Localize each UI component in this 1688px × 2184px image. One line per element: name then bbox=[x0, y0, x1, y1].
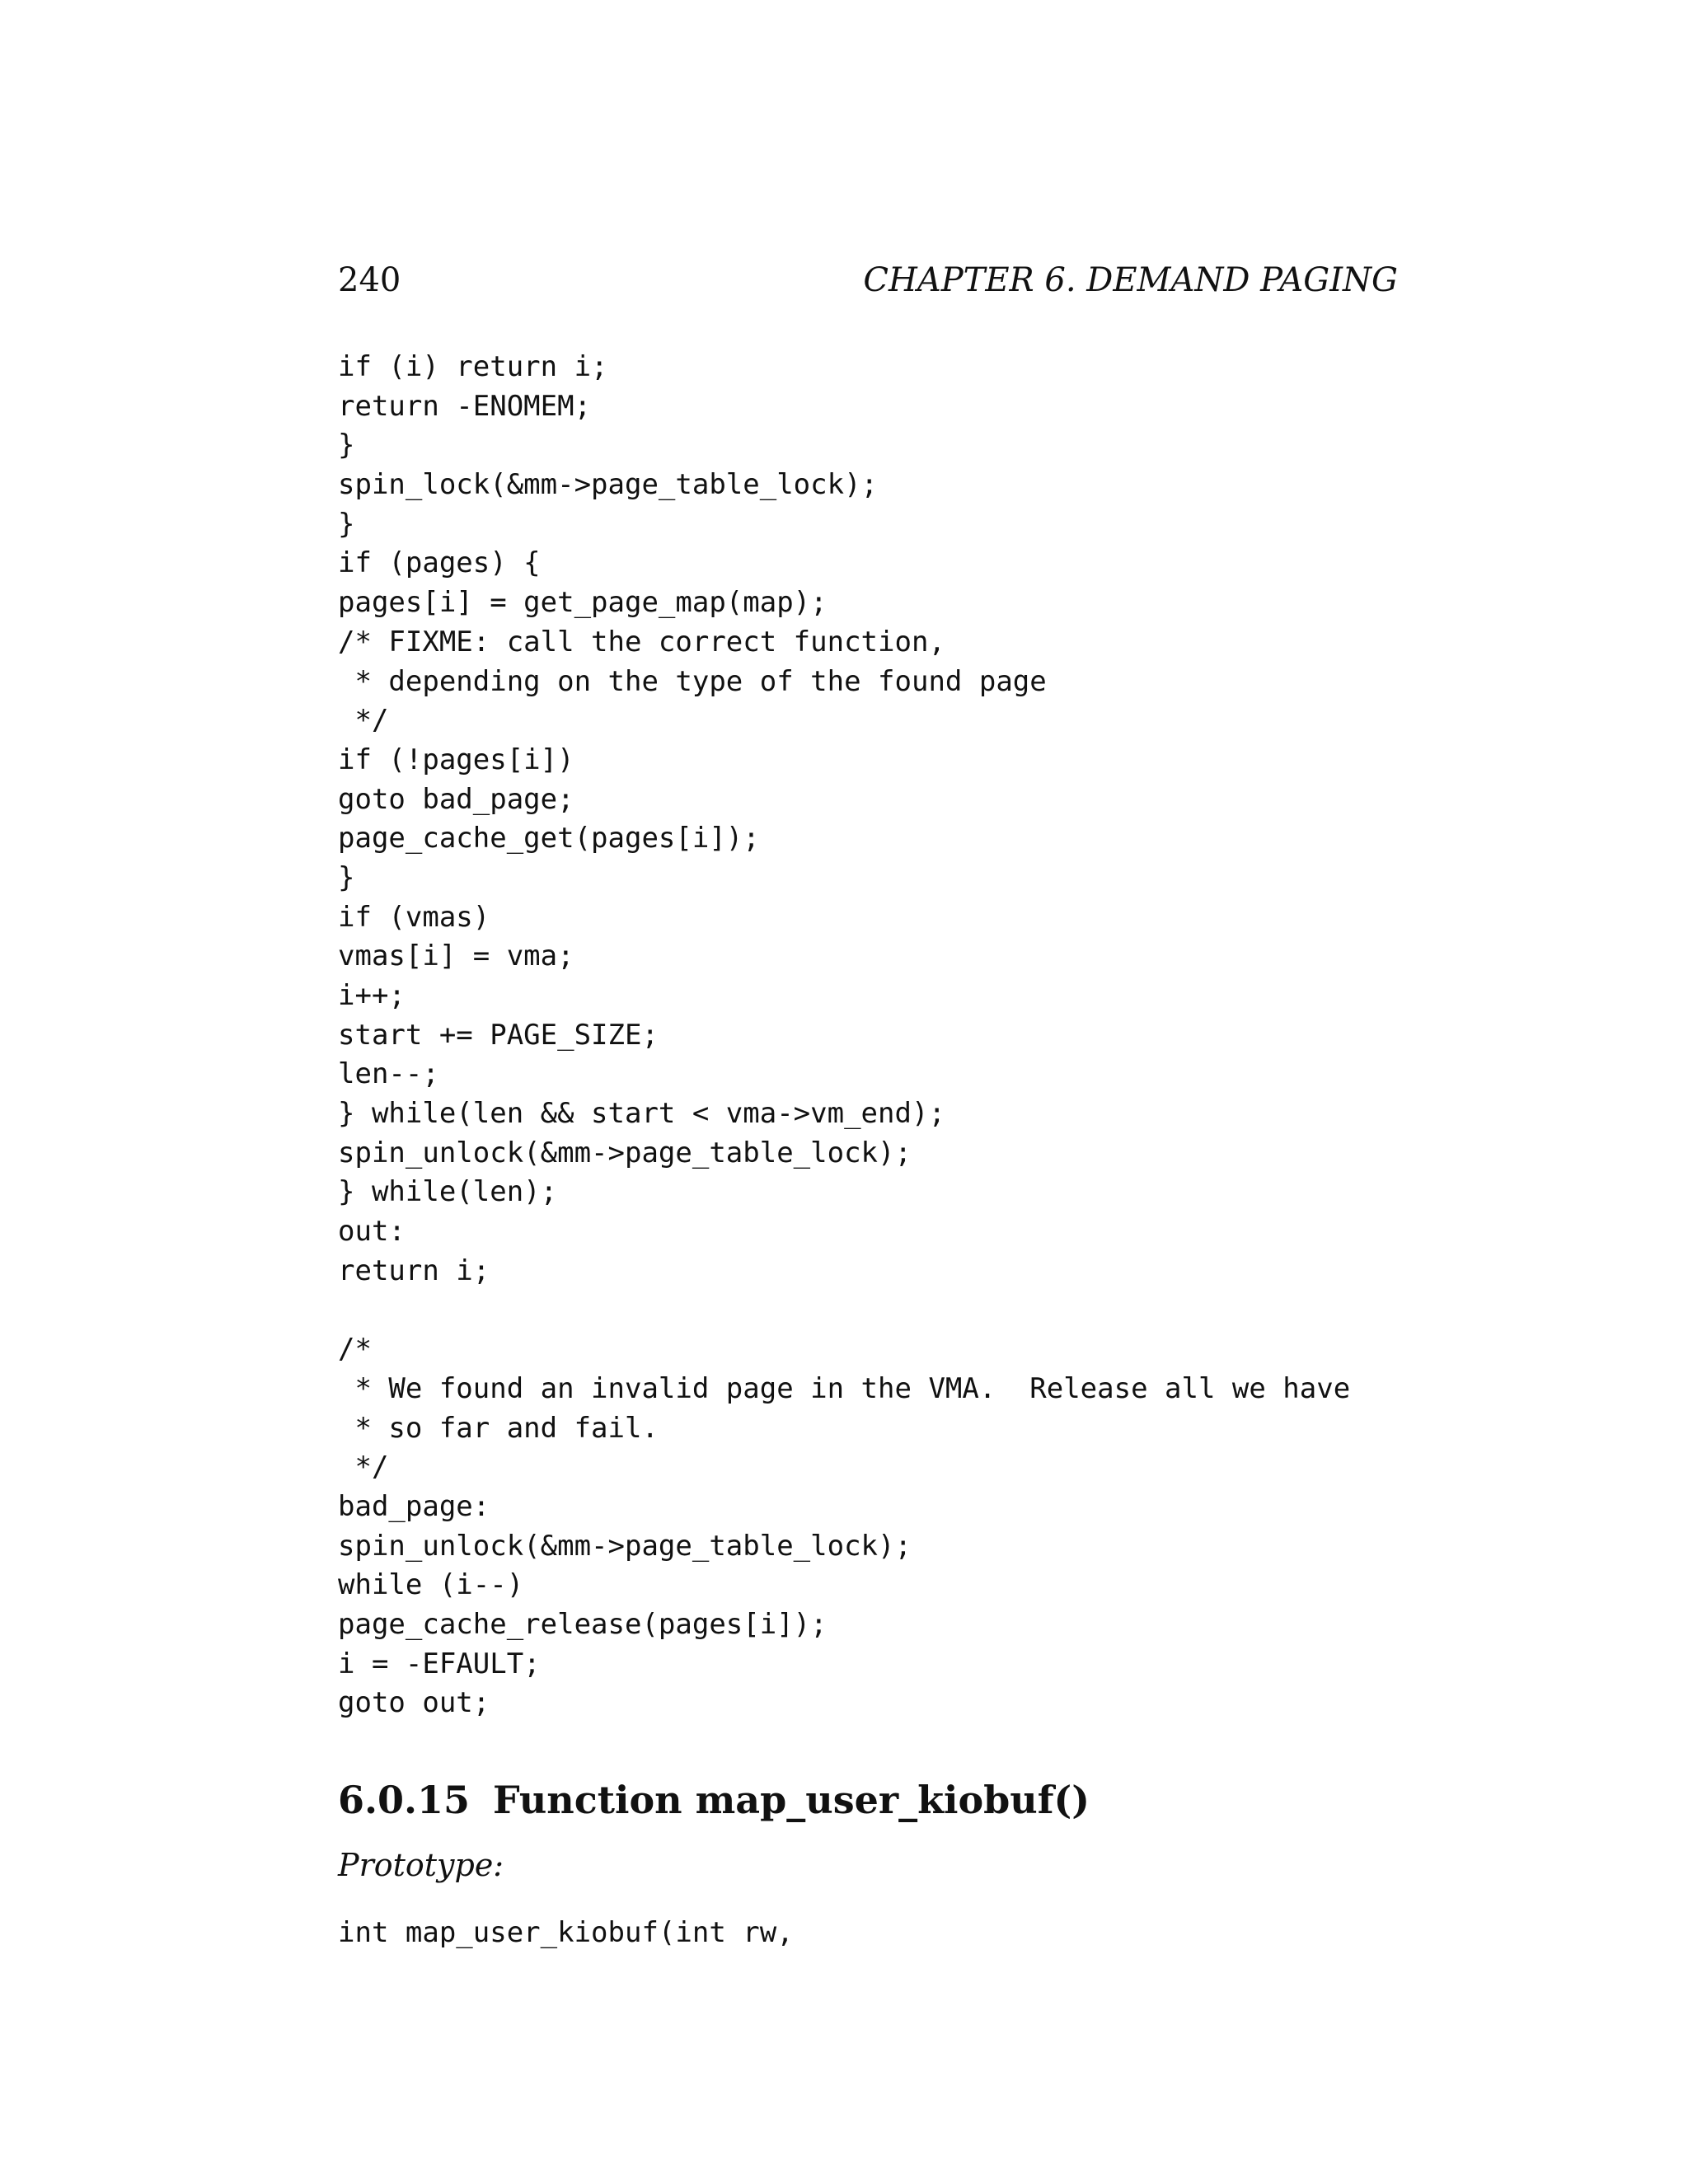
code-line: } bbox=[338, 507, 355, 541]
code-line: * so far and fail. bbox=[338, 1411, 659, 1445]
running-head: CHAPTER 6. DEMAND PAGING bbox=[863, 261, 1398, 299]
code-line: } while(len); bbox=[338, 1175, 558, 1209]
code-line: * We found an invalid page in the VMA. Release all we have bbox=[338, 1371, 1351, 1405]
code-line: if (pages) { bbox=[338, 546, 541, 580]
code-line: goto bad_page; bbox=[338, 782, 574, 816]
page-header bbox=[338, 257, 1398, 303]
code-line: spin_unlock(&mm->page_table_lock); bbox=[338, 1136, 912, 1169]
code-line: /* FIXME: call the correct function, bbox=[338, 625, 945, 658]
code-line: page_cache_get(pages[i]); bbox=[338, 822, 760, 855]
code-line: vmas[i] = vma; bbox=[338, 940, 574, 973]
code-line: out: bbox=[338, 1215, 406, 1249]
code-line: */ bbox=[338, 704, 389, 738]
code-line bbox=[338, 1291, 1350, 1331]
code-line: if (vmas) bbox=[338, 900, 490, 934]
code-line: if (!pages[i]) bbox=[338, 743, 574, 776]
prototype-label: Prototype: bbox=[338, 1847, 504, 1883]
prototype-code bbox=[338, 1914, 794, 1953]
code-line: goto out; bbox=[338, 1686, 490, 1720]
code-line: return -ENOMEM; bbox=[338, 389, 592, 423]
code-line: /* bbox=[338, 1333, 372, 1366]
section-title: Function map_user_kiobuf() bbox=[493, 1778, 1090, 1822]
code-line: * depending on the type of the found page bbox=[338, 664, 1047, 698]
code-line: } bbox=[338, 429, 355, 462]
code-line: return i; bbox=[338, 1254, 490, 1287]
code-listing bbox=[338, 348, 1350, 1723]
code-line: i++; bbox=[338, 979, 406, 1012]
code-line: } while(len && start < vma->vm_end); bbox=[338, 1097, 945, 1131]
section-heading bbox=[338, 1774, 1090, 1826]
code-line: pages[i] = get_page_map(map); bbox=[338, 586, 828, 620]
code-line: bad_page: bbox=[338, 1489, 490, 1523]
code-line: page_cache_release(pages[i]); bbox=[338, 1608, 828, 1641]
code-line: len--; bbox=[338, 1057, 439, 1091]
code-line: start += PAGE_SIZE; bbox=[338, 1018, 659, 1052]
code-line: spin_lock(&mm->page_table_lock); bbox=[338, 468, 879, 502]
code-line: */ bbox=[338, 1451, 389, 1484]
code-line: } bbox=[338, 860, 355, 894]
code-line: while (i--) bbox=[338, 1568, 524, 1602]
code-line: i = -EFAULT; bbox=[338, 1647, 541, 1680]
section-number: 6.0.15 bbox=[338, 1778, 471, 1822]
code-line: spin_unlock(&mm->page_table_lock); bbox=[338, 1529, 912, 1563]
code-line: if (i) return i; bbox=[338, 350, 608, 383]
prototype-code-line: int map_user_kiobuf(int rw, bbox=[338, 1916, 794, 1949]
page-number: 240 bbox=[338, 261, 401, 299]
